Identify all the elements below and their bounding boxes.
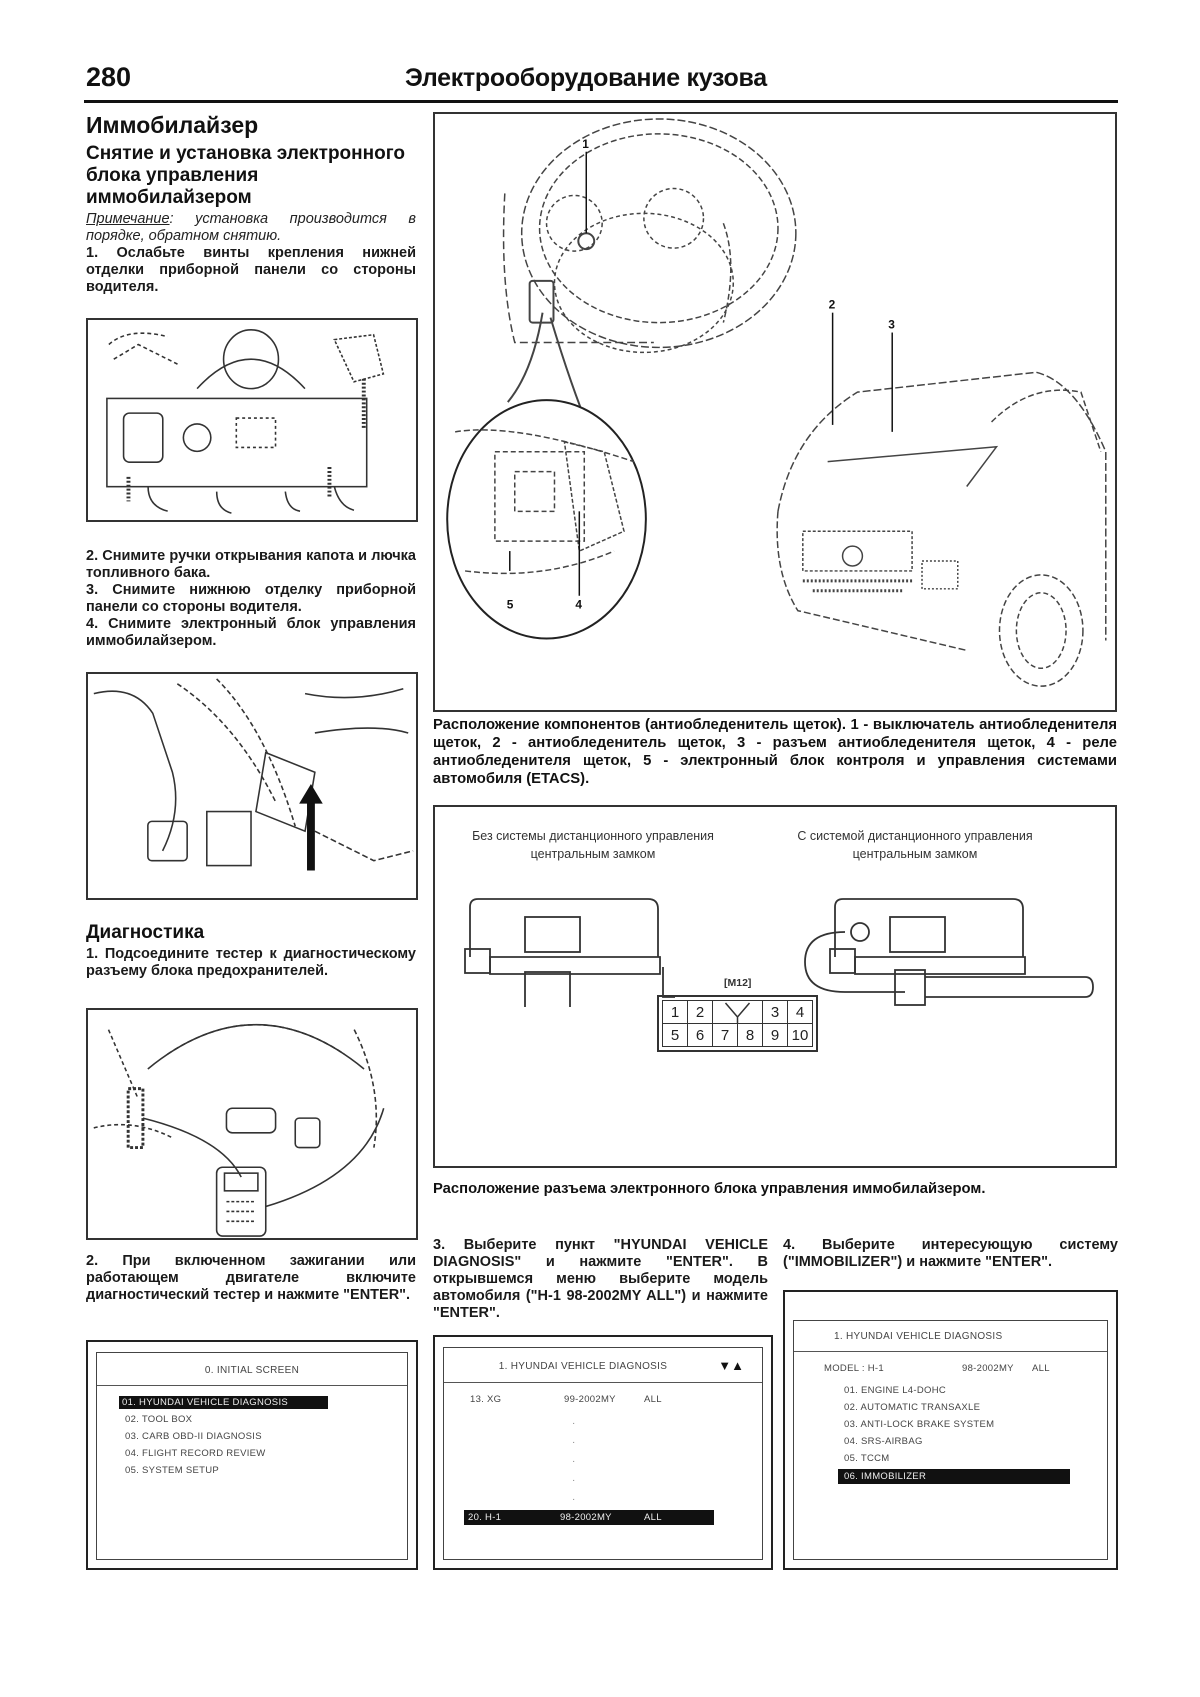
callout-5: 5 (506, 597, 514, 612)
screen-initial-display (96, 1352, 408, 1560)
diag-step-2-text: 2. При включенном зажигании или работающем двигателе включите диагностический тестер и нажмите "ENTER". (86, 1253, 416, 1303)
tester-screen-vehicle-select (433, 1335, 773, 1570)
system-item-immobilizer-selected[interactable]: 06. IMMOBILIZER (838, 1469, 1070, 1484)
callout-1: 1 (582, 136, 589, 151)
dashboard-illustration (88, 320, 416, 520)
callout-4: 4 (575, 597, 582, 612)
pin-4: 4 (788, 1001, 813, 1024)
component-location-illustration (435, 114, 1115, 710)
screen-title-rule (794, 1351, 1107, 1352)
connector-key-icon (713, 1001, 762, 1023)
screen-vehicle-title: 1. HYUNDAI VEHICLE DIAGNOSIS (498, 1361, 668, 1372)
figure-2-caption: Расположение разъема электронного блока управления иммобилайзером. (433, 1181, 986, 1197)
step-3-text: 3. Снимите нижнюю отделку приборной панели со стороны водителя. (86, 582, 416, 615)
menu-item-hyundai-vehicle-diagnosis[interactable]: 01. HYUNDAI VEHICLE DIAGNOSIS (119, 1397, 328, 1408)
note-body: : установка производится в порядке, обратном снятию. (86, 211, 416, 244)
list-ellipsis: · · · · · (572, 1418, 576, 1505)
model-variant: ALL (1032, 1363, 1050, 1374)
screen-title-rule (97, 1385, 407, 1386)
step-3-text: 3. Выберите пункт "HYUNDAI VEHICLE DIAGNOSIS" и нажмите "ENTER". В открывшемся меню выберите модель автомобиля ("H-1 98-2002MY ALL") и нажмите "ENTER". (433, 1237, 768, 1321)
arrow-up-icon (299, 784, 323, 804)
callout-3: 3 (888, 317, 895, 332)
model-row-xg-variant: ALL (644, 1394, 662, 1405)
figure-dashboard-lower-trim (86, 318, 418, 522)
section-heading-diagnostics: Диагностика (86, 922, 205, 943)
screen-vehicle-display (443, 1347, 763, 1560)
system-item-tccm[interactable]: 05. TCCM (844, 1453, 890, 1464)
connector-m12-pinout (657, 995, 818, 1052)
connector-pin-table (662, 1000, 813, 1047)
pin-3: 3 (763, 1001, 788, 1024)
tester-screen-initial (86, 1340, 418, 1570)
scroll-arrows-icon[interactable]: ▼▲ (718, 1358, 744, 1373)
section-heading-immobilizer: Иммобилайзер (86, 112, 259, 138)
figure-tester-connection (86, 1008, 418, 1240)
tester-screen-system-select (783, 1290, 1118, 1570)
steps-2-4 (86, 548, 416, 650)
label-without-remote-lock: Без системы дистанционного управления центральным замком (472, 829, 714, 861)
screen-system-title: 1. HYUNDAI VEHICLE DIAGNOSIS (834, 1331, 1003, 1342)
figure-component-location (433, 112, 1117, 712)
pin-7: 7 (713, 1024, 738, 1047)
figure-1-caption: Расположение компонентов (антиобледенитель щеток). 1 - выключатель антиобледенителя щеток, 2 - антиобледенитель щеток, 3 - разъем антиобледенителя щеток, 4 - реле антиобледенителя щеток, 5 - электронный блок контроля и управления системами автомобиля (ETACS). (433, 717, 1117, 787)
callout-2: 2 (828, 297, 836, 312)
note-label: Примечание (86, 211, 170, 227)
header-rule (84, 100, 1118, 103)
pin-2: 2 (688, 1001, 713, 1024)
connector-label: [M12] (724, 977, 752, 989)
pin-6: 6 (688, 1024, 713, 1047)
system-item-engine[interactable]: 01. ENGINE L4-DOHC (844, 1385, 947, 1396)
figure-immobilizer-ecu-removal (86, 672, 418, 900)
ecu-removal-illustration (88, 674, 416, 898)
pin-9: 9 (763, 1024, 788, 1047)
pin-8: 8 (738, 1024, 763, 1047)
model-row-xg-year: 99-2002MY (564, 1394, 616, 1405)
system-item-automatic-transaxle[interactable]: 02. AUTOMATIC TRANSAXLE (844, 1402, 981, 1413)
system-item-srs-airbag[interactable]: 04. SRS-AIRBAG (844, 1436, 923, 1447)
pin-5: 5 (663, 1024, 688, 1047)
note-paragraph (86, 211, 416, 245)
pin-10: 10 (788, 1024, 813, 1047)
page-number: 280 (86, 62, 132, 92)
connector-key (713, 1001, 763, 1024)
step-4-text: 4. Снимите электронный блок управления иммобилайзером. (86, 616, 416, 649)
screen-initial-title: 0. INITIAL SCREEN (204, 1365, 300, 1376)
step-4-text: 4. Выберите интересующую систему ("IMMOBILIZER") и нажмите "ENTER". (783, 1237, 1118, 1270)
model-row-h1-selected[interactable]: 20. H-1 98-2002MY ALL (464, 1510, 714, 1525)
tester-connection-illustration (88, 1010, 416, 1238)
screen-title-rule (444, 1382, 762, 1383)
ecu-module-illustrations (435, 887, 1119, 1007)
menu-item-system-setup[interactable]: 05. SYSTEM SETUP (125, 1465, 220, 1476)
menu-item-flight-record[interactable]: 04. FLIGHT RECORD REVIEW (125, 1448, 266, 1459)
label-with-remote-lock: С системой дистанционного управления центральным замком (797, 829, 1033, 861)
model-label: MODEL : H-1 (824, 1363, 884, 1374)
menu-item-carb-obd2[interactable]: 03. CARB OBD-II DIAGNOSIS (125, 1431, 262, 1442)
step-2-text: 2. Снимите ручки открывания капота и лючка топливного бака. (86, 548, 416, 581)
step-1-text: 1. Ослабьте винты крепления нижней отделки приборной панели со стороны водителя. (86, 245, 416, 295)
diag-step-1-text: 1. Подсоедините тестер к диагностическому разъему блока предохранителей. (86, 946, 416, 979)
subsection-heading-removal: Снятие и установка электронного блока управления иммобилайзером (86, 143, 405, 208)
model-year: 98-2002MY (962, 1363, 1014, 1374)
screen-system-display (793, 1320, 1108, 1560)
pin-1: 1 (663, 1001, 688, 1024)
menu-item-tool-box[interactable]: 02. TOOL BOX (125, 1414, 193, 1425)
figure-connector-location (433, 805, 1117, 1168)
section-title: Электрооборудование кузова (405, 64, 767, 92)
model-row-xg[interactable]: 13. XG (470, 1394, 502, 1405)
system-item-abs[interactable]: 03. ANTI-LOCK BRAKE SYSTEM (844, 1419, 995, 1430)
